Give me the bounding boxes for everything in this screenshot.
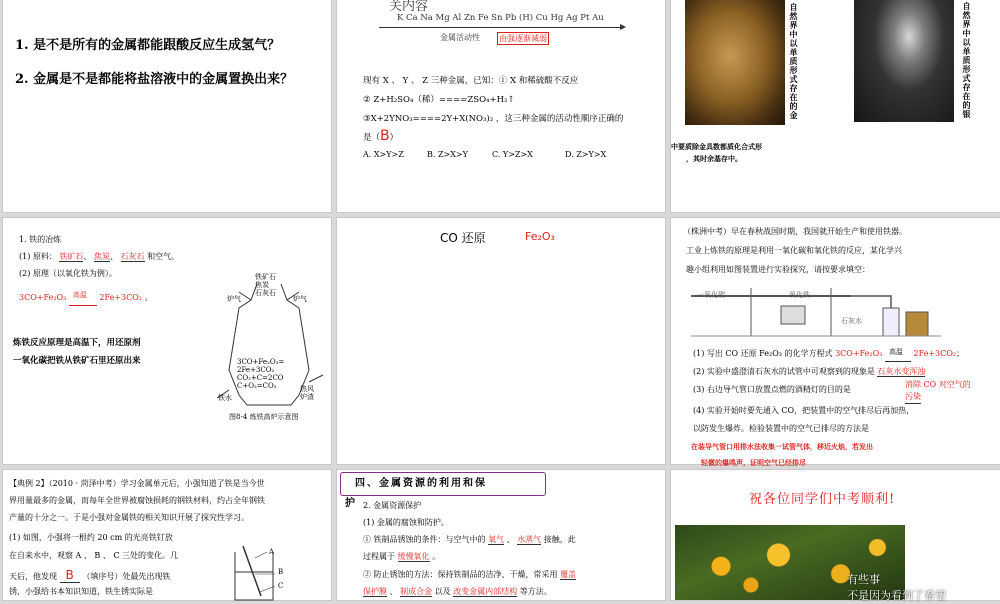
apparatus-limewater-label: 石灰水 [841, 317, 862, 325]
eq-condition: 高温 [72, 291, 87, 299]
raw-label: (1) 原料： [19, 252, 57, 261]
para-2-mid: 、 [506, 535, 515, 544]
leader-a [255, 552, 267, 558]
para-2-vapor: 水蒸气 [517, 535, 542, 544]
slide-thumbnail-2[interactable] [337, 0, 665, 212]
para-3-pre: 过程属于 [363, 552, 395, 561]
closing-title: 祝各位同学们中考顺利! [749, 492, 896, 507]
answer-letter: B [380, 128, 390, 144]
question-1-line: (1) 写出 CO 还原 Fe₂O₃ 的化学方程式 3CO+Fe₂O₃ 高温 2Fe+3CO₂； [693, 348, 964, 359]
point-b-label: B [278, 568, 284, 576]
para-2-pre: ① 铁制品锈蚀的条件：与空气中的 [363, 535, 486, 544]
eq-line [69, 305, 97, 306]
intro-line-2: 工业上炼铁的原理是利用一氧化碳和氧化铁的反应，某化学兴 [686, 246, 902, 255]
raw-iron-ore: 铁矿石 [59, 252, 84, 261]
answer-4a: 在装导气管口用排水法收集一试管气体，移近火焰，若发出 [691, 442, 873, 451]
example-line-2: 界用量最多的金属，而每年全世界被腐蚀损耗的钢铁材料，约占全年钢铁 [9, 496, 265, 505]
fe2o3-label: Fe₂O₃ [525, 230, 555, 243]
slide-thumbnail-8[interactable] [337, 470, 665, 600]
reaction-1: 3CO+Fe₂O₃= [237, 358, 285, 366]
hot-air-labels [300, 385, 314, 401]
para-5-mid2: 以及 [434, 587, 451, 596]
note-line-1: 炼铁反应原理是高温下，用还原剂 [13, 338, 141, 348]
example-line-6 [9, 568, 170, 582]
eq-end: 。 [144, 293, 153, 302]
option-c: C. Y>Z>X [492, 150, 533, 159]
section-title: 1. 铁的冶炼 [19, 235, 62, 244]
answer-2: 石灰水变浑浊 [877, 367, 926, 376]
gas-label-right: 炉气 [293, 295, 307, 303]
burner [781, 306, 805, 324]
point-c-label: C [278, 582, 284, 590]
figure-caption: 图8-4 炼铁高炉示意图 [229, 413, 299, 421]
eq-right: 2Fe+3CO₂ [99, 293, 143, 302]
slide-thumbnail-3[interactable] [671, 0, 1000, 212]
eq-left: 3CO+Fe₂O₃ [19, 293, 67, 302]
slide-thumbnail-4[interactable] [3, 218, 331, 464]
slide-thumbnail-6[interactable] [671, 218, 1000, 467]
photo-overlay-line2: 不是因为看到了希望 [847, 589, 946, 602]
slide-thumbnail-9[interactable] [671, 470, 1000, 600]
para-5-post: 等方法。 [519, 587, 552, 596]
para-3 [363, 551, 440, 562]
answer-3b: 污染 [905, 391, 921, 404]
answer-1-right: 2Fe+3CO₂ [913, 349, 957, 358]
subheading: 2. 金属资源保护 [363, 501, 422, 510]
option-a: A. X>Y>Z [363, 150, 404, 159]
answer-3 [905, 379, 971, 404]
para-5-alloy: 制成合金 [400, 587, 433, 596]
note-line-2: 一氧化碳把铁从铁矿石里还原出来 [13, 356, 141, 366]
question-2-line [693, 366, 925, 377]
gas-label-left: 炉气 [227, 295, 241, 303]
slag-label: 炉渣 [300, 393, 314, 401]
banner-tail: 护 [345, 498, 355, 509]
problem-intro: 现有 X 、 Y 、 Z 三种金属，已知：① X 和稀硫酸不反应 [363, 76, 579, 86]
raw-end: 和空气。 [147, 252, 180, 261]
reaction-4: C+O₂=CO₂ [237, 382, 277, 390]
answer-1-left: 3CO+Fe₂O₃ [835, 349, 883, 358]
question-1: 1. 是不是所有的金属都能跟酸反应生成氢气？ [15, 38, 281, 53]
lime-water-tube [883, 308, 899, 336]
para-2-post: 接触，此 [543, 535, 576, 544]
iron-out-label: 铁水 [218, 394, 232, 402]
para-3-answer: 缓慢氧化 [397, 552, 430, 561]
slide-thumbnail-5[interactable] [337, 218, 665, 464]
question-2-text: (2) 实验中盛澄清石灰水的试管中可观察到的现象是 [693, 367, 875, 376]
furnace-top-limestone: 石灰石 [255, 289, 276, 297]
prompt-prefix: 是（ [363, 133, 381, 143]
series-answer: 由强逐渐减弱 [499, 34, 547, 43]
example-line-5: 在自来水中，观察 A 、 B 、 C 三处的变化。几 [9, 551, 179, 560]
para-4-answer: 覆盖 [560, 570, 577, 579]
example-line-3: 产量的十分之一。于是小强对金属铁的相关知识开展了探究性学习。 [9, 513, 249, 522]
line-6-post: （填序号）处最先出现铁 [82, 572, 171, 581]
option-b: B. Z>X>Y [427, 150, 468, 159]
example-line-7: 锈，小强给书本知识知道，铁生锈实际是 [9, 587, 153, 596]
series-arrow [379, 27, 624, 28]
silver-caption: 自然界中以单质形式存在的银 [962, 2, 972, 119]
alcohol-lamp [906, 312, 928, 336]
photo-overlay-line1: 有些事 [847, 573, 880, 586]
footnote-line1: 中要质除金具数都质化合式形 [671, 142, 762, 151]
answer-3a: 消除 CO 对空气的 [905, 380, 971, 389]
prompt-suffix: ） [389, 133, 399, 143]
experiment-apparatus [691, 278, 961, 340]
raw-materials-line: (1) 原料： 铁矿石、 焦炭、 石灰石 和空气。 [19, 252, 180, 261]
para-2-oxygen: 氧气 [488, 535, 505, 544]
slide-thumbnail-7[interactable] [3, 470, 331, 600]
co-reduction-label: CO 还原 [440, 231, 486, 245]
flower-photo [675, 525, 946, 602]
para-5-film: 保护膜 [363, 587, 387, 596]
series-caption: 金属活动性 [440, 33, 480, 42]
question-4b: 以防发生爆炸。检验装置中的空气已排尽的方法是 [693, 424, 869, 433]
gold-nugget-photo [685, 0, 785, 125]
question-prompt [363, 128, 398, 144]
furnace-reactions [237, 358, 284, 390]
para-5-structure: 改变金属内部结构 [453, 587, 518, 596]
principle-label: (2) 原理（以氧化铁为例）。 [19, 269, 117, 278]
para-5-mid: 、 [389, 587, 398, 596]
option-d: D. Z>Y>X [565, 150, 607, 159]
hot-air-label: 热风 [300, 385, 314, 393]
para-2 [363, 534, 576, 545]
furnace-top-coke: 焦炭 [255, 281, 269, 289]
furnace-top-labels [255, 273, 276, 297]
question-2: 2. 金属是不是都能将盐溶液中的金属置换出来？ [15, 72, 294, 87]
smelting-equation [19, 292, 153, 303]
question-1-text: (1) 写出 CO 还原 Fe₂O₃ 的化学方程式 [693, 349, 833, 358]
raw-limestone: 石灰石 [120, 252, 145, 261]
answer-1-condition: 高温 [888, 348, 903, 356]
silver-nugget-photo [854, 0, 954, 122]
series-arrow-head [620, 24, 626, 30]
slide-thumbnail-1[interactable] [3, 0, 331, 212]
iron-nail [243, 546, 261, 596]
hot-air-pipe [309, 375, 323, 382]
activity-heading: 关内容 [389, 0, 429, 14]
para-1: (1) 金属的腐蚀和防护。 [363, 518, 449, 527]
example-line-4: (1) 如图，小强将一根约 20 cm 的光亮铁钉放 [9, 533, 173, 542]
condition-3: ③X+2YNO₃====2Y+X(NO₃)₂ ，这三种金属的活动性顺序正确的 [363, 114, 624, 124]
answer-4b: 轻微的爆鸣声，证明空气已经排尽 [701, 458, 806, 467]
para-4-pre: ② 防止锈蚀的方法：保持铁制品的洁净、干燥，常采用 [363, 570, 558, 579]
footnote-line2: ，其时余基存中。 [686, 154, 742, 163]
intro-line-1: （株洲中考）早在春秋战国时期，我国就开始生产和使用铁器。 [683, 227, 907, 236]
answer-1-line [885, 361, 911, 362]
reaction-2: 2Fe+3CO₂ [237, 366, 275, 374]
reaction-3: CO₂+C=2CO [237, 374, 284, 382]
activity-series: K Ca Na Mg Al Zn Fe Sn Pb (H) Cu Hg Ag Pt Au [397, 13, 604, 23]
raw-coke: 焦炭 [93, 252, 110, 261]
question-3-text: (3) 右边导气管口放置点燃的酒精灯的目的是 [693, 385, 851, 394]
apparatus-fe2o3-label: 氧化铁 [789, 291, 810, 299]
answer-letter: B [60, 568, 80, 583]
intro-line-3: 趣小组利用如图装置进行实验探究，请按要求填空： [686, 265, 870, 274]
gold-caption: 自然界中以单质形式存在的金 [789, 3, 799, 120]
example-line-1: 【典例 2】（2010 · 菏泽中考）学习金属单元后，小强知道了铁是当今世 [9, 479, 265, 488]
apparatus-co-label: 一氧化碳 [697, 291, 725, 299]
para-4 [363, 569, 576, 580]
question-4a: (4) 实验开始时要先通入 CO，把装置中的空气排尽后再加热， [693, 406, 915, 415]
line-6-pre: 天后，他发现 [9, 572, 57, 581]
question-3-line [693, 384, 851, 395]
para-5 [363, 586, 552, 597]
furnace-top-ore: 铁矿石 [255, 273, 276, 281]
point-a-label: A [269, 548, 275, 556]
section-banner: 四、金属资源的利用和保 [340, 472, 546, 496]
para-3-post: 。 [432, 552, 441, 561]
condition-2: ② Z+H₂SO₄（稀）====ZSO₄+H₂↑ [363, 95, 515, 105]
